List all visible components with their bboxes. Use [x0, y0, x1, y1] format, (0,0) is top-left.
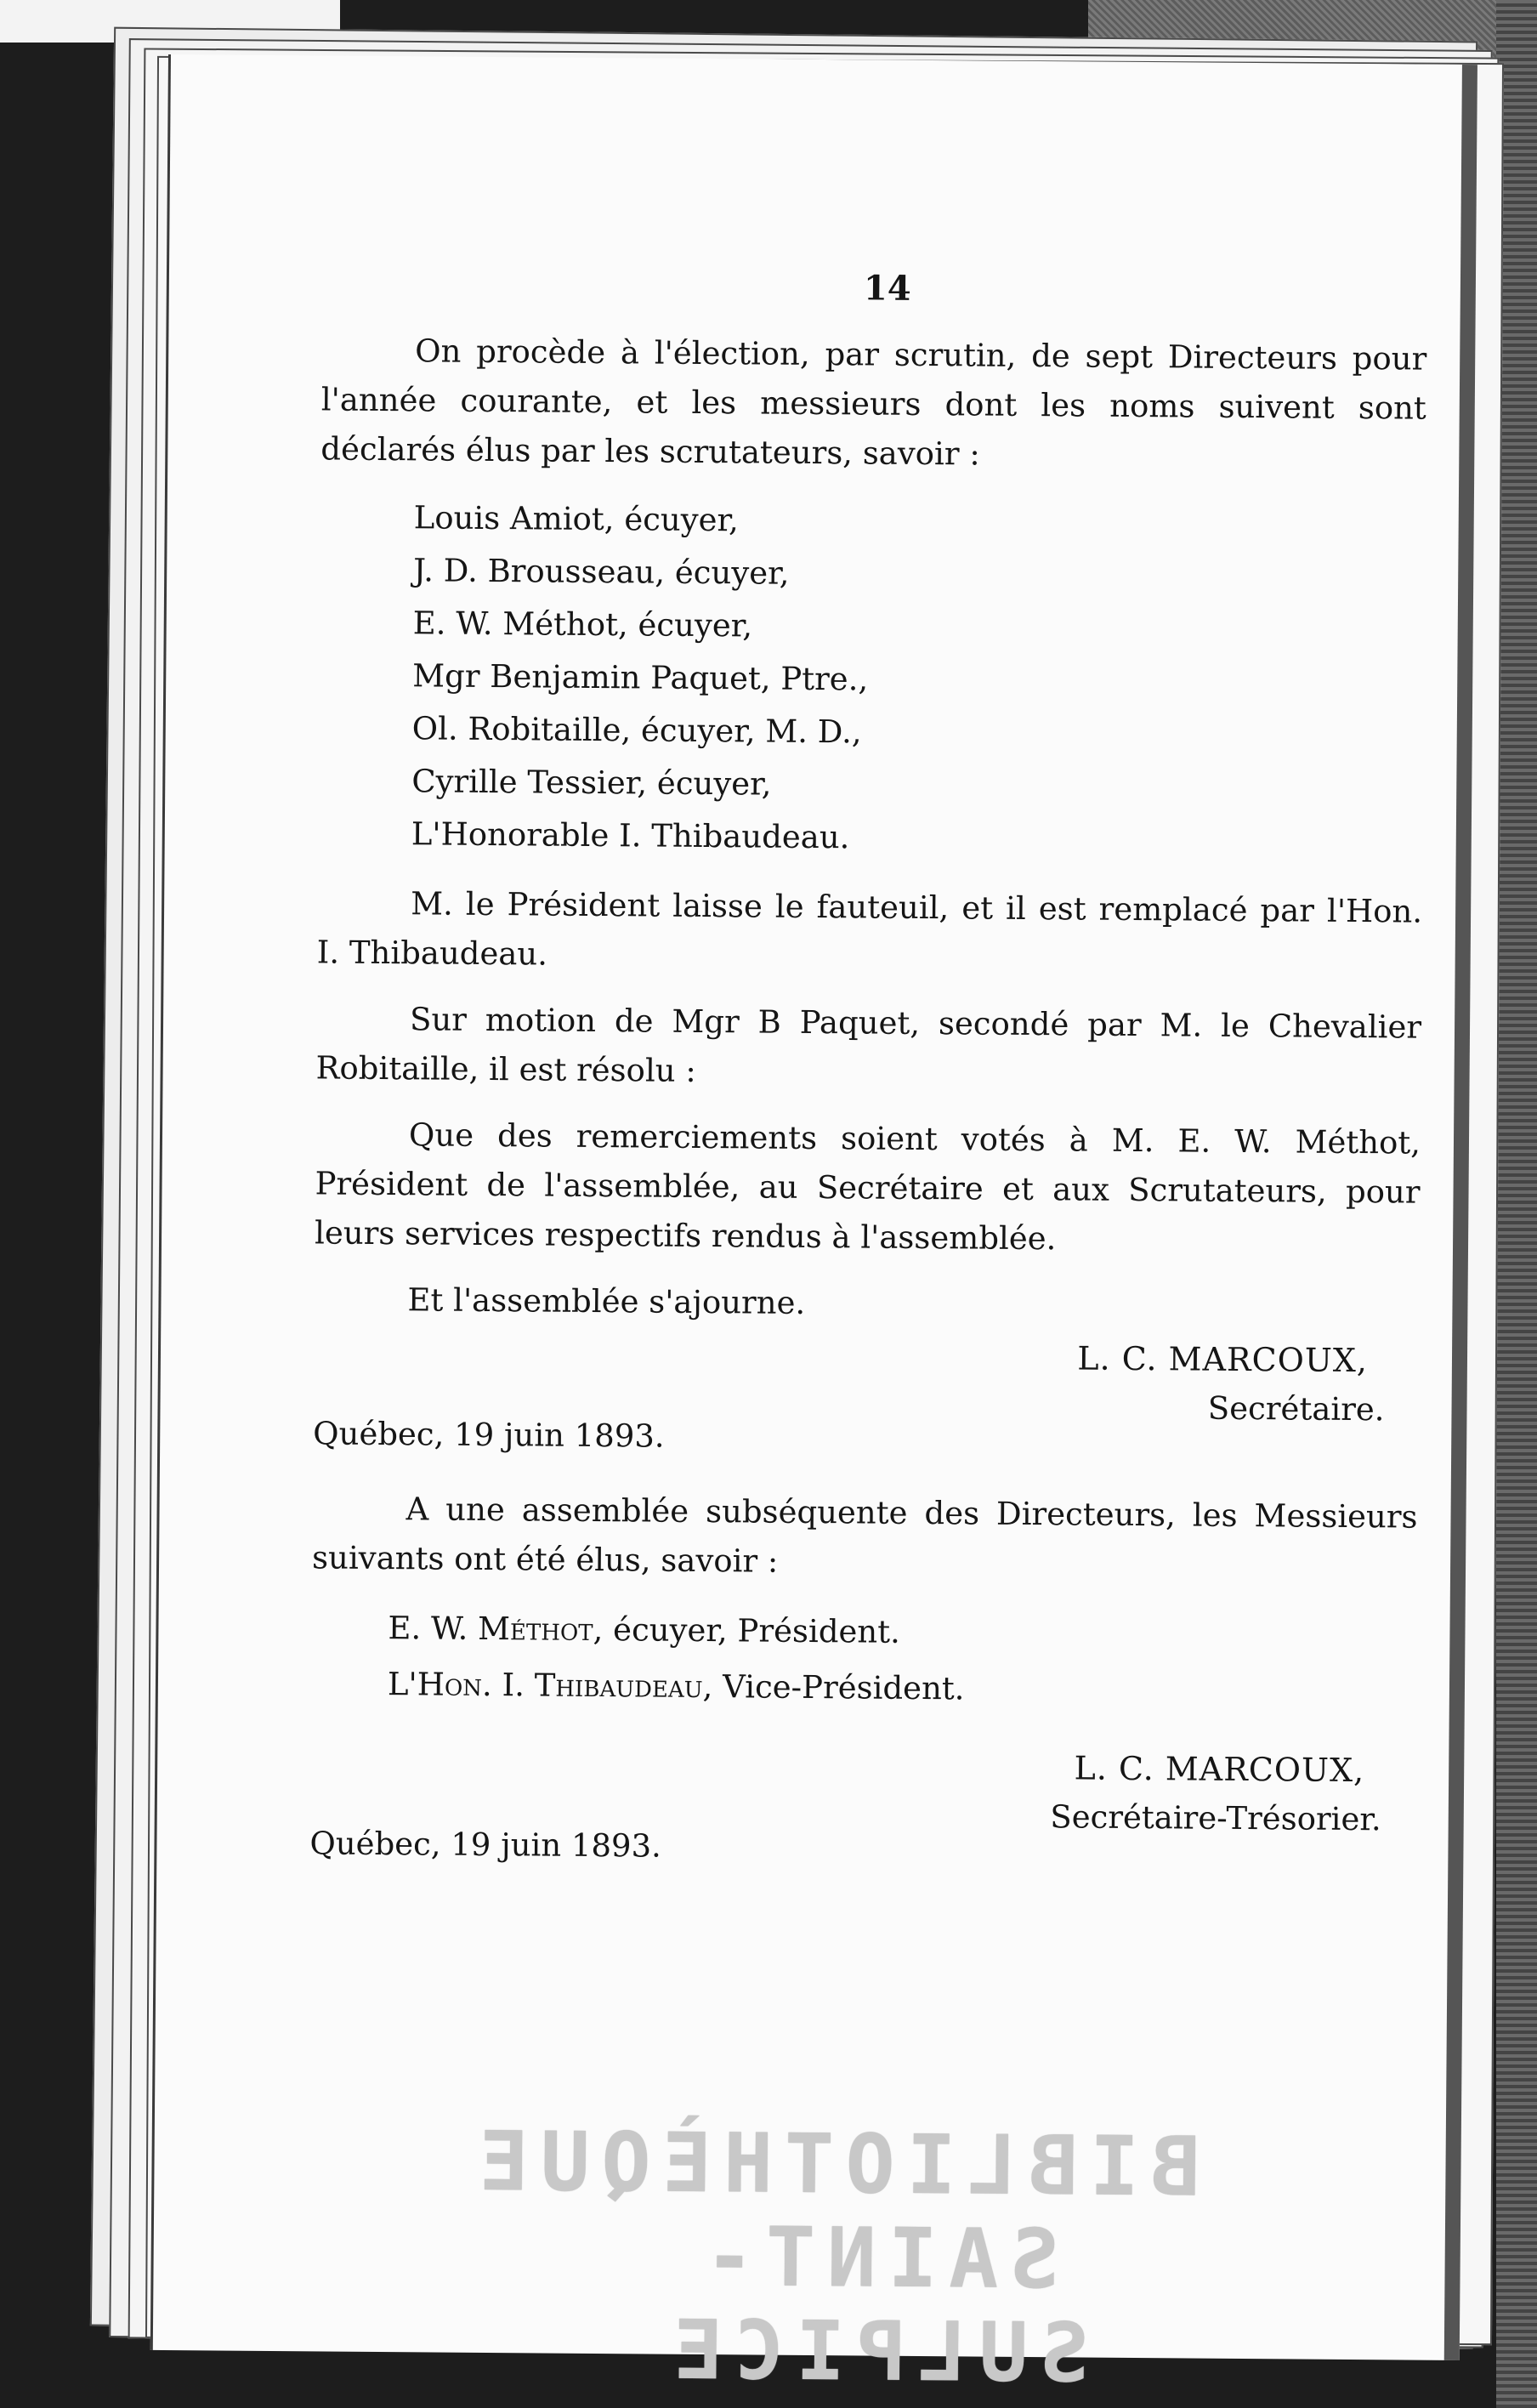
- election-paragraph: On procède à l'élection, par scrutin, de sept Directeurs pour l'année courante, et les messieurs dont les noms suivent sont déclarés élus par les scrutateurs, savoir :: [320, 332, 1427, 473]
- page-content: [309, 259, 1427, 1902]
- officer-vice-president: [388, 1656, 1416, 1721]
- motion-paragraph: Sur motion de Mgr B Paquet, secondé par M. le Chevalier Robitaille, il est résolu :: [315, 1001, 1422, 1089]
- directors-list: [411, 491, 1426, 868]
- director-name: E. W. Méthot, écuyer,: [412, 605, 753, 645]
- stamp-line: BIBLIOTHÈQUE: [467, 2113, 1200, 2215]
- president-leaves-paragraph: M. le Président laisse le fauteuil, et il est remplacé par l'Hon. I. Thibaudeau.: [316, 885, 1423, 973]
- background-edge: [1496, 0, 1537, 2408]
- library-perforation-stamp: [467, 2113, 1200, 2401]
- subsequent-paragraph: A une assemblée subséquente des Directeurs, les Messieurs suivants ont été élus, savoir :: [311, 1491, 1418, 1580]
- director-name: Cyrille Tessier, écuyer,: [411, 763, 772, 803]
- place-date: Québec, 19 juin 1893.: [309, 1825, 662, 1865]
- officer-role: , Vice-Président.: [702, 1667, 965, 1707]
- officer-name: E. W. Méthot: [388, 1610, 593, 1648]
- signature-title: Secrétaire.: [1207, 1389, 1385, 1428]
- book-page: [150, 54, 1477, 2401]
- director-name: L'Honorable I. Thibaudeau.: [411, 815, 850, 856]
- director-name: J. D. Brousseau, écuyer,: [413, 552, 790, 592]
- director-name: Ol. Robitaille, écuyer, M. D.,: [411, 710, 862, 751]
- thanks-paragraph: Que des remerciements soient votés à M. E. W. Méthot, Président de l'assemblée, au Secrétaire et aux Scrutateurs, pour leurs services respectifs rendus à l'assemblée.: [314, 1116, 1421, 1258]
- director-name: Louis Amiot, écuyer,: [413, 499, 740, 539]
- page-number: 14: [863, 268, 911, 309]
- director-name: Mgr Benjamin Paquet, Ptre.,: [412, 657, 869, 698]
- officer-name: L'Hon. I. Thibaudeau: [387, 1666, 703, 1705]
- signature-name: L. C. MARCOUX,: [1077, 1339, 1369, 1380]
- signature-name: L. C. MARCOUX,: [1074, 1749, 1365, 1790]
- stamp-line: SAINT-SULPICE: [661, 2208, 1090, 2401]
- signature-title: Secrétaire-Trésorier.: [1050, 1798, 1381, 1838]
- place-date: Québec, 19 juin 1893.: [313, 1415, 665, 1455]
- officer-role: , écuyer, Président.: [593, 1610, 901, 1650]
- adjourn-paragraph: Et l'assemblée s'ajourne.: [407, 1281, 806, 1321]
- officer-president: [388, 1600, 1416, 1665]
